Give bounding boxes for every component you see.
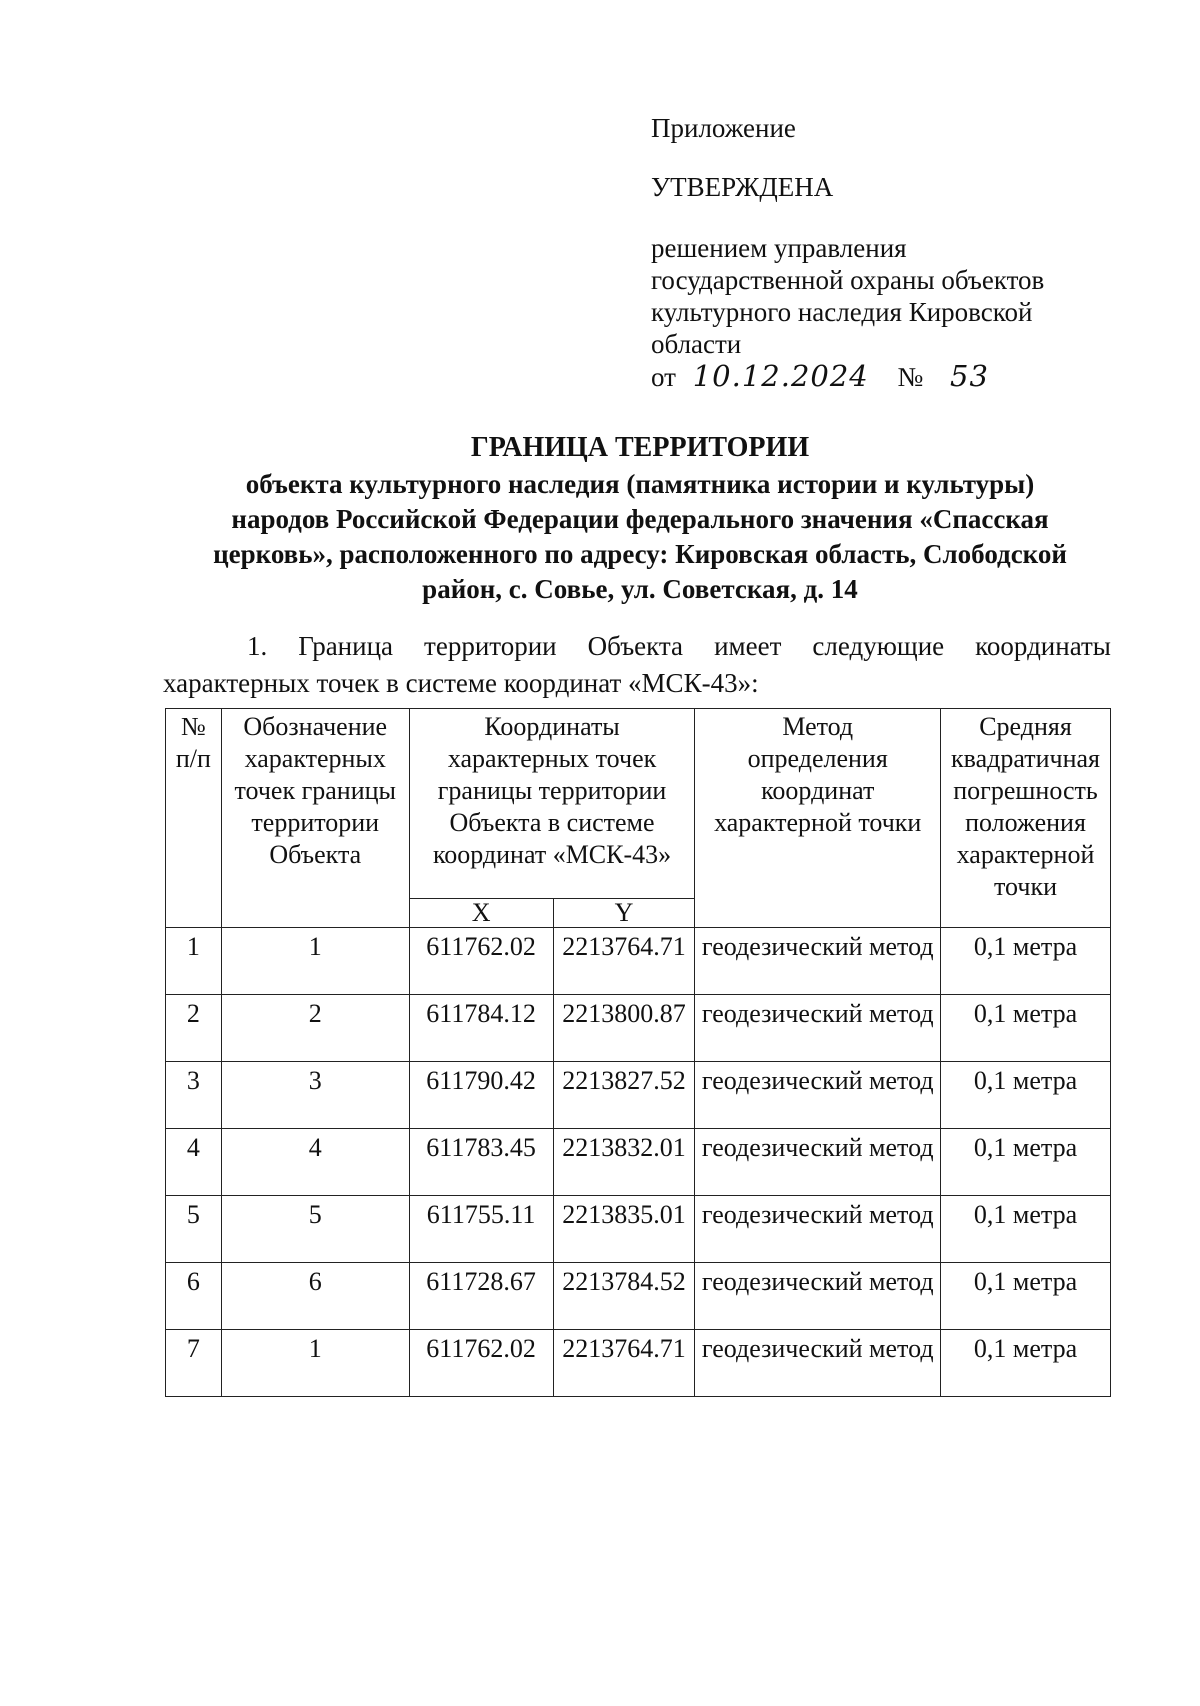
- cell-num: 1: [166, 928, 222, 995]
- header-y: Y: [553, 899, 695, 928]
- header-text: характерных: [244, 744, 386, 773]
- cell-error: 0,1 метра: [941, 1129, 1111, 1196]
- header-text: п/п: [175, 744, 211, 773]
- coordinates-table: [165, 708, 1111, 1397]
- cell-error: 0,1 метра: [941, 995, 1111, 1062]
- header-text: территории: [251, 808, 380, 837]
- cell-method: геодезический метод: [695, 1330, 941, 1397]
- paragraph-word: имеет: [714, 631, 782, 661]
- header-x: X: [409, 899, 553, 928]
- cell-num: 3: [166, 1062, 222, 1129]
- cell-method: геодезический метод: [695, 1062, 941, 1129]
- spacer: [651, 203, 1111, 232]
- title-line: объекта культурного наследия (памятника истории и культуры): [245, 469, 1035, 499]
- cell-x: 611784.12: [409, 995, 553, 1062]
- cell-num: 5: [166, 1196, 222, 1263]
- cell-y: 2213784.52: [553, 1263, 695, 1330]
- date-number-line: [651, 360, 1111, 393]
- cell-method: геодезический метод: [695, 1196, 941, 1263]
- header-text: Средняя: [979, 712, 1072, 741]
- table-body: [166, 928, 1111, 1397]
- header-text: Метод: [782, 712, 854, 741]
- cell-point: 2: [221, 995, 409, 1062]
- paragraph-word: 1.: [247, 631, 268, 661]
- cell-y: 2213832.01: [553, 1129, 695, 1196]
- paragraph-word: следующие: [812, 631, 945, 661]
- header-text: координат «МСК-43»: [432, 840, 672, 869]
- cell-x: 611728.67: [409, 1263, 553, 1330]
- paragraph-word: Граница: [298, 631, 394, 661]
- header-text: точки: [994, 872, 1057, 901]
- cell-method: геодезический метод: [695, 1129, 941, 1196]
- table-row: [166, 1062, 1111, 1129]
- cell-y: 2213827.52: [553, 1062, 695, 1129]
- handwritten-number: 53: [950, 359, 989, 393]
- cell-num: 6: [166, 1263, 222, 1330]
- header-text: точек границы: [234, 776, 397, 805]
- cell-y: 2213764.71: [553, 928, 695, 995]
- header-text: характерной точки: [714, 808, 922, 837]
- header-text: погрешность: [953, 776, 1098, 805]
- title-line: народов Российской Федерации федерального значения «Спасская: [231, 504, 1049, 534]
- header-text: Объекта: [269, 840, 362, 869]
- cell-num: 2: [166, 995, 222, 1062]
- cell-point: 1: [221, 1330, 409, 1397]
- header-text: Объекта в системе: [449, 808, 655, 837]
- approval-block: [651, 112, 1111, 393]
- table-row: [166, 1330, 1111, 1397]
- cell-num: 7: [166, 1330, 222, 1397]
- table-row: [166, 995, 1111, 1062]
- cell-point: 1: [221, 928, 409, 995]
- header-num: [166, 709, 222, 928]
- cell-method: геодезический метод: [695, 995, 941, 1062]
- paragraph-word: Объекта: [587, 631, 684, 661]
- table-row: [166, 1129, 1111, 1196]
- cell-x: 611762.02: [409, 928, 553, 995]
- table-header: [166, 709, 1111, 928]
- table-row: [166, 1196, 1111, 1263]
- paragraph-word: координаты: [975, 631, 1111, 661]
- appendix-label: Приложение: [651, 113, 796, 143]
- cell-y: 2213764.71: [553, 1330, 695, 1397]
- header-text: Обозначение: [243, 712, 388, 741]
- header-text: координат: [761, 776, 875, 805]
- cell-x: 611783.45: [409, 1129, 553, 1196]
- cell-method: геодезический метод: [695, 928, 941, 995]
- paragraph-word: территории: [424, 631, 557, 661]
- header-text: положения: [965, 808, 1086, 837]
- cell-error: 0,1 метра: [941, 928, 1111, 995]
- cell-error: 0,1 метра: [941, 1263, 1111, 1330]
- approver-line: решением управления: [651, 233, 907, 263]
- document-title: [160, 430, 1120, 607]
- approver-line: культурного наследия Кировской: [651, 297, 1033, 327]
- date-prefix: от: [651, 362, 676, 392]
- approver-line: области: [651, 329, 742, 359]
- header-error: [941, 709, 1111, 928]
- cell-point: 5: [221, 1196, 409, 1263]
- paragraph-first-line: [163, 628, 1111, 665]
- cell-x: 611790.42: [409, 1062, 553, 1129]
- handwritten-date: 10.12.2024: [692, 359, 869, 393]
- header-text: Координаты: [484, 712, 620, 741]
- header-text: квадратичная: [951, 744, 1100, 773]
- paragraph-1: [163, 628, 1111, 702]
- cell-x: 611762.02: [409, 1330, 553, 1397]
- cell-error: 0,1 метра: [941, 1196, 1111, 1263]
- approver-line: государственной охраны объектов: [651, 265, 1045, 295]
- header-text: №: [181, 712, 206, 741]
- title-line: район, с. Совье, ул. Советская, д. 14: [422, 574, 858, 604]
- title-main: ГРАНИЦА ТЕРРИТОРИИ: [470, 432, 810, 463]
- cell-error: 0,1 метра: [941, 1330, 1111, 1397]
- cell-point: 4: [221, 1129, 409, 1196]
- cell-y: 2213835.01: [553, 1196, 695, 1263]
- paragraph-second-line: характерных точек в системе координат «МСК-43»:: [163, 668, 759, 698]
- header-text: характерных точек: [447, 744, 657, 773]
- number-sign: №: [897, 362, 924, 392]
- header-text: границы территории: [437, 776, 667, 805]
- cell-method: геодезический метод: [695, 1263, 941, 1330]
- cell-num: 4: [166, 1129, 222, 1196]
- cell-x: 611755.11: [409, 1196, 553, 1263]
- cell-error: 0,1 метра: [941, 1062, 1111, 1129]
- cell-point: 3: [221, 1062, 409, 1129]
- header-text: характерной: [956, 840, 1095, 869]
- header-text: определения: [747, 744, 888, 773]
- title-line: церковь», расположенного по адресу: Кировская область, Слободской: [213, 539, 1067, 569]
- header-coordinates: [409, 709, 695, 899]
- approved-label: УТВЕРЖДЕНА: [651, 172, 834, 202]
- table-row: [166, 1263, 1111, 1330]
- header-designation: [221, 709, 409, 928]
- cell-point: 6: [221, 1263, 409, 1330]
- table-row: [166, 928, 1111, 995]
- header-method: [695, 709, 941, 928]
- cell-y: 2213800.87: [553, 995, 695, 1062]
- spacer: [651, 144, 1111, 171]
